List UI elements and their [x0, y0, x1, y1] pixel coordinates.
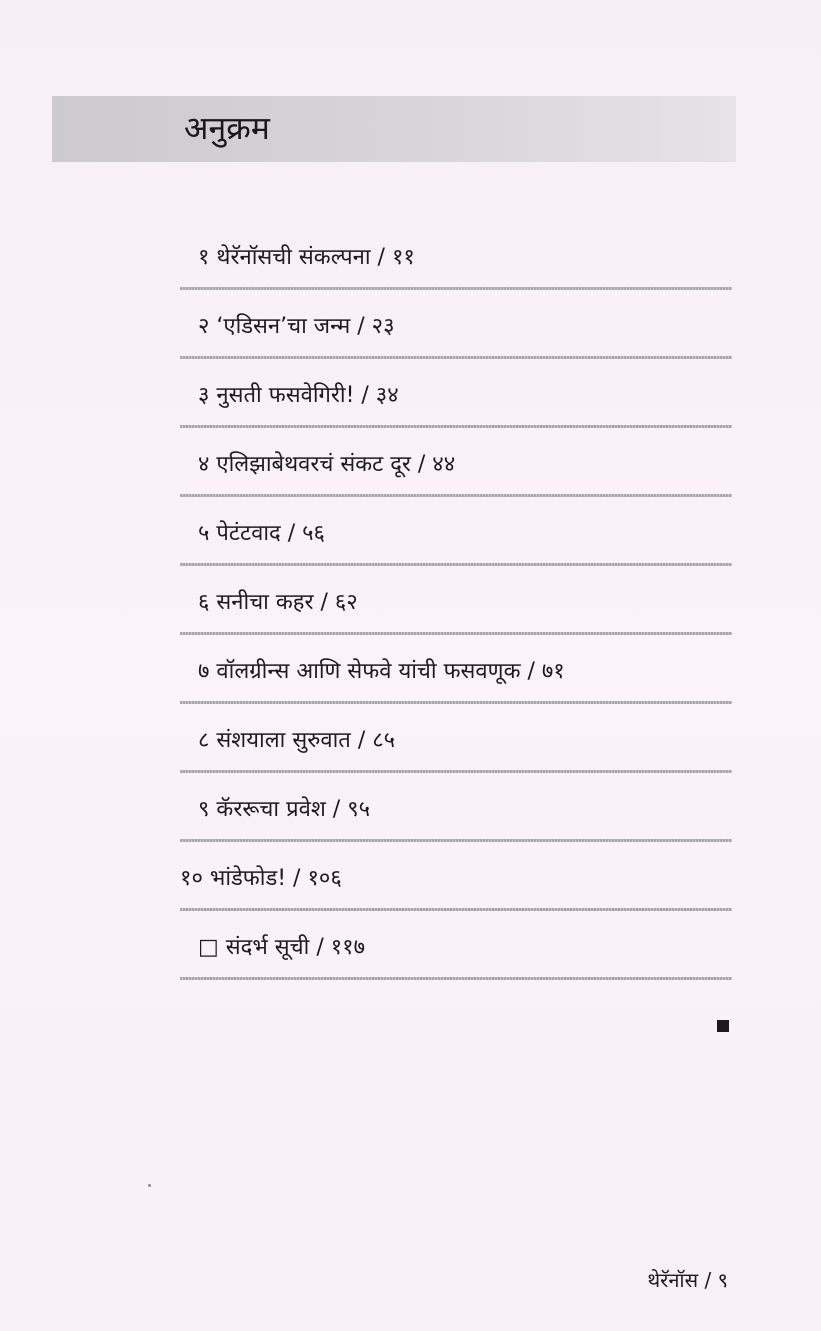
toc-entry-text: ९ कॅररूचा प्रवेश / ९५	[198, 797, 371, 822]
toc-entry-text: १० भांडेफोड! / १०६	[180, 866, 342, 891]
toc-entry	[180, 842, 732, 911]
running-footer: थेरॅनॉस / ९	[647, 1268, 728, 1292]
toc-entry	[180, 221, 732, 290]
paper-speck	[148, 1184, 151, 1187]
toc-entry	[180, 290, 732, 359]
toc-entry-text: ८ संशयाला सुरुवात / ८५	[198, 728, 396, 753]
toc-entry-text: ६ सनीचा कहर / ६२	[198, 590, 358, 615]
page-title: अनुक्रम	[184, 109, 270, 147]
end-mark-square-icon	[717, 1020, 729, 1032]
toc-entry	[180, 911, 732, 980]
toc-entry-text: ५ पेटंटवाद / ५६	[198, 521, 325, 546]
toc-entry	[180, 704, 732, 773]
toc-entry	[180, 635, 732, 704]
toc-entry-text: १ थेरॅनॉसची संकल्पना / ११	[198, 245, 415, 270]
toc-entry	[180, 773, 732, 842]
toc-entry-text: ३ नुसती फसवेगिरी! / ३४	[198, 383, 399, 408]
toc-entry-text: ४ एलिझाबेथवरचं संकट दूर / ४४	[198, 452, 456, 477]
title-band	[52, 96, 736, 162]
toc-entry-text: ७ वॉलग्रीन्स आणि सेफवे यांची फसवणूक / ७१	[198, 659, 565, 684]
toc-entry	[180, 359, 732, 428]
toc-entry-text: २ ‘एडिसन’चा जन्म / २३	[198, 314, 395, 339]
table-of-contents	[180, 221, 732, 980]
toc-entry	[180, 428, 732, 497]
toc-entry-text: □ संदर्भ सूची / ११७	[198, 935, 366, 960]
toc-entry	[180, 497, 732, 566]
toc-entry	[180, 566, 732, 635]
